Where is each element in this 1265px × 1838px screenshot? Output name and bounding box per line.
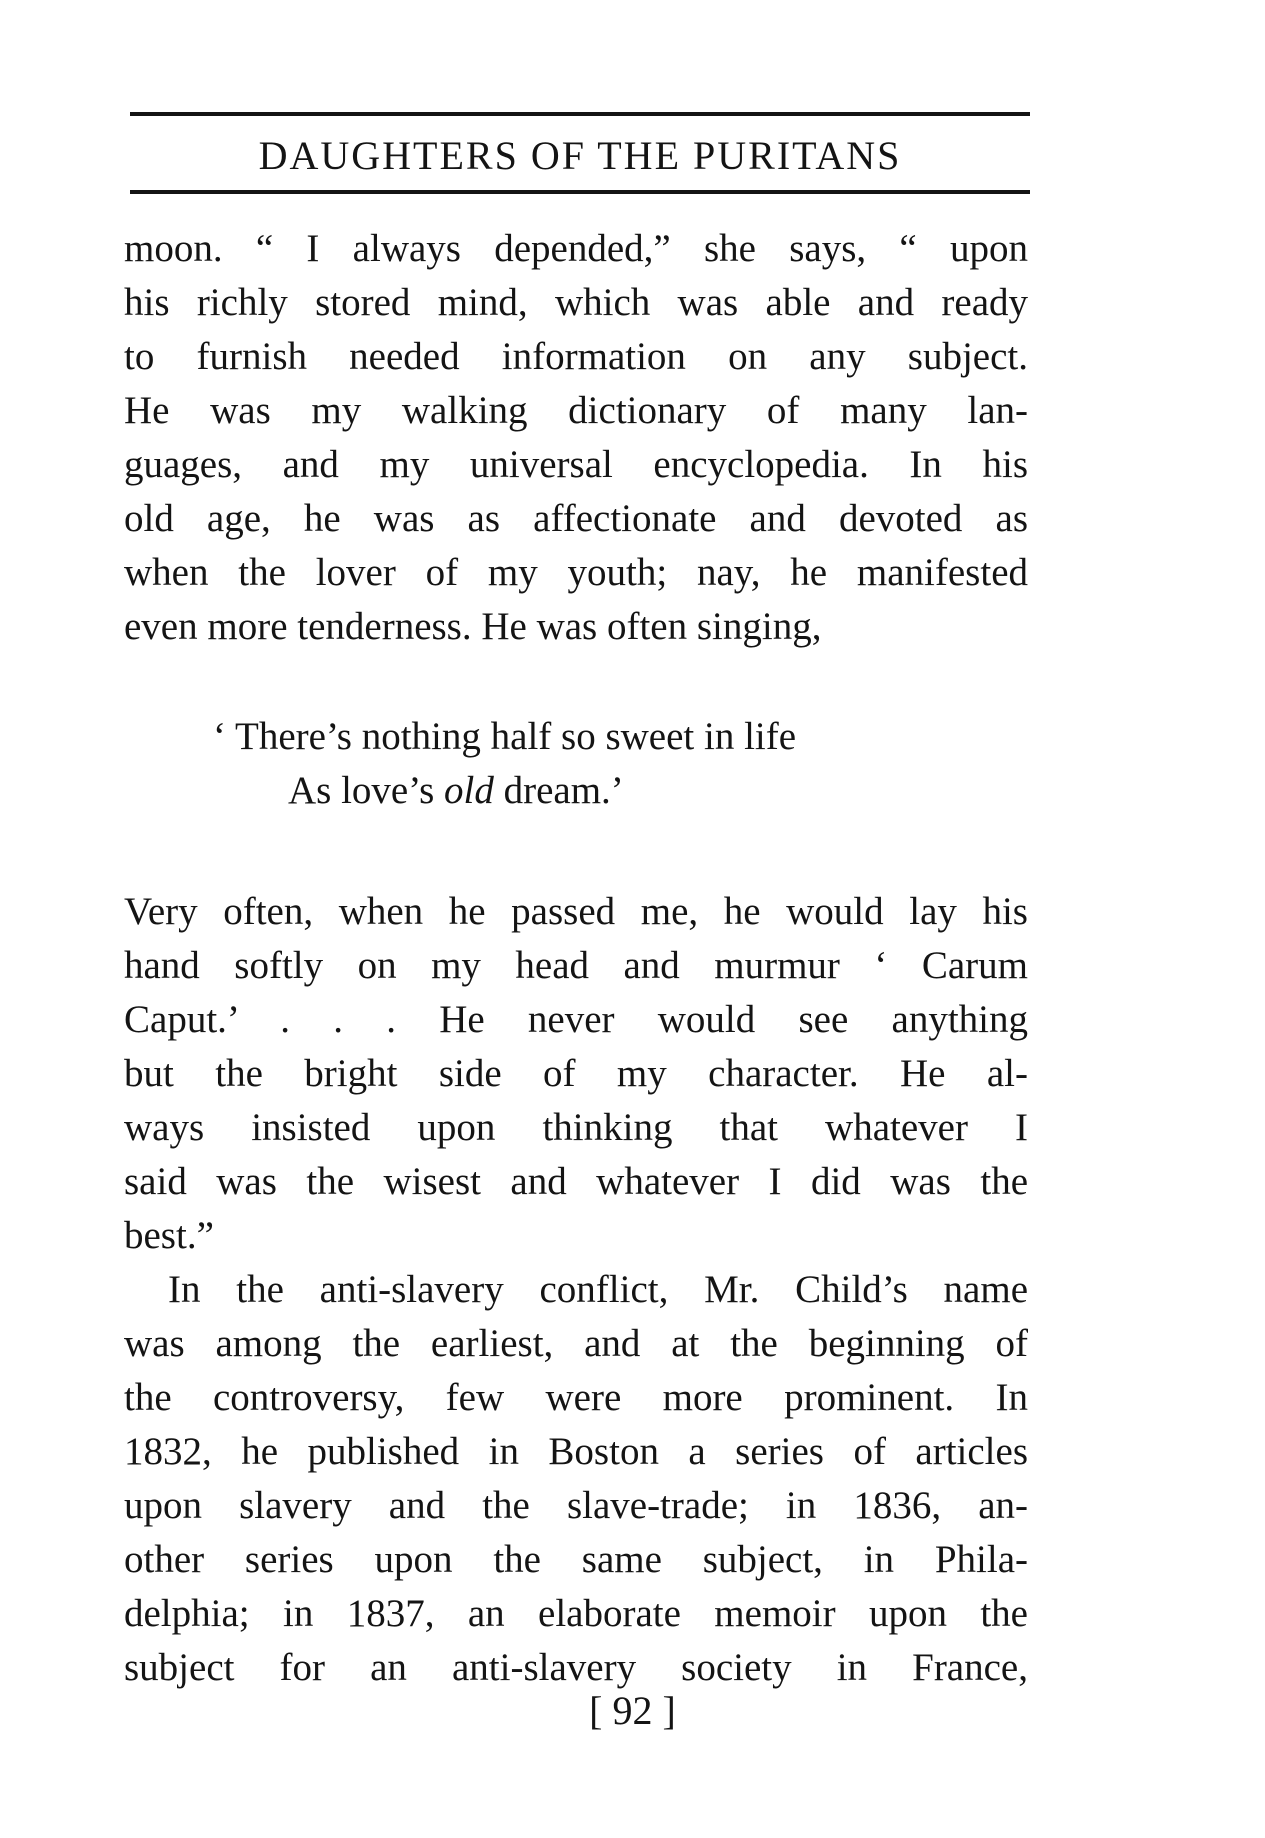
text-line: old age, he was as affectionate and devoted as [124,497,1028,540]
text-line: even more tenderness. He was often singing, [124,605,822,648]
text-line: other series upon the same subject, in Phila- [124,1538,1028,1581]
text-line: hand softly on my head and murmur ‘ Carum [124,944,1028,987]
header-rule-top [130,112,1030,116]
text-line: his richly stored mind, which was able and ready [124,281,1028,324]
text-line: upon slavery and the slave-trade; in 1836, an- [124,1484,1028,1527]
verse-italic-word: old [444,769,494,812]
paragraph-1 [124,222,1028,654]
page-number: [ 92 ] [589,1688,676,1733]
text-line: 1832, he published in Boston a series of articles [124,1430,1028,1473]
text-line: In the anti-slavery conflict, Mr. Child’s name [168,1268,1028,1311]
text-line: when the lover of my youth; nay, he manifested [124,551,1028,594]
verse-line-2 [213,764,796,818]
text-line: to furnish needed information on any subject. [124,335,1028,378]
text-line: subject for an anti-slavery society in France, [124,1646,1028,1689]
verse-quotation [213,710,796,818]
verse-line-2-end: dream.’ [493,769,624,812]
text-line: the controversy, few were more prominent. In [124,1376,1028,1419]
text-line: moon. “ I always depended,” she says, “ upon [124,227,1028,270]
text-line: best.” [124,1214,214,1257]
text-line: guages, and my universal encyclopedia. In his [124,443,1028,486]
text-line: was among the earliest, and at the beginning of [124,1322,1028,1365]
header-rule-bottom [130,190,1030,194]
text-line: Caput.’ . . . He never would see anything [124,998,1028,1041]
verse-line-2-start: As love’s [288,769,444,812]
text-line: He was my walking dictionary of many lan- [124,389,1028,432]
text-line: but the bright side of my character. He al- [124,1052,1028,1095]
text-line: ways insisted upon thinking that whatever I [124,1106,1028,1149]
verse-line-1: ‘ There’s nothing half so sweet in life [213,715,797,758]
text-line: delphia; in 1837, an elaborate memoir upon the [124,1592,1028,1635]
text-line: Very often, when he passed me, he would lay his [124,890,1028,933]
text-line: said was the wisest and whatever I did was the [124,1160,1028,1203]
running-title: DAUGHTERS OF THE PURITANS [258,133,902,178]
paragraph-2-and-3 [124,885,1028,1695]
